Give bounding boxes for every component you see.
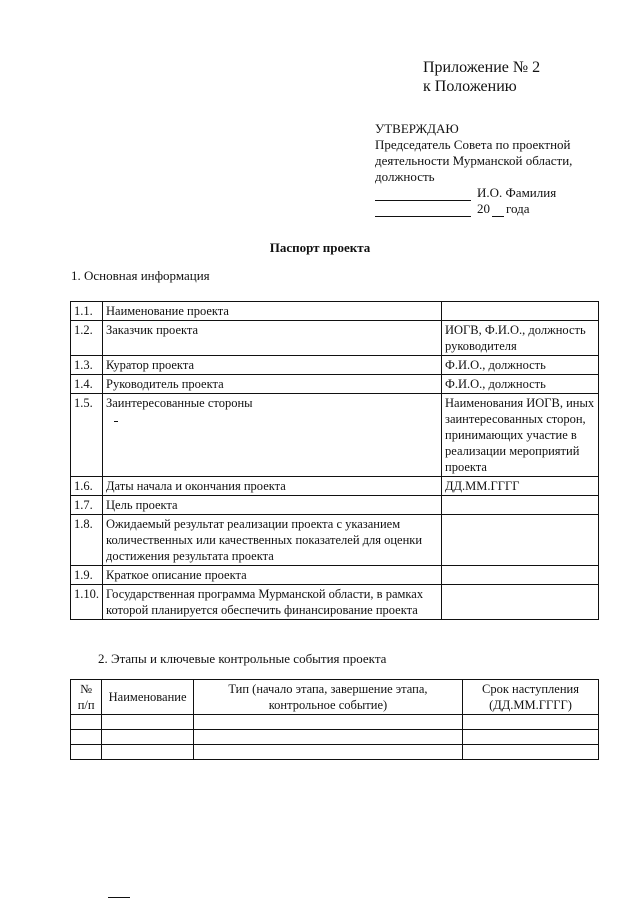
info-row xyxy=(71,321,599,356)
milestone-cell xyxy=(193,745,462,760)
milestone-cell xyxy=(462,745,598,760)
stakeholders-dash xyxy=(114,421,118,422)
row-field-value: Ф.И.О., должность xyxy=(442,375,599,394)
approval-line-2: деятельности Мурманской области, xyxy=(375,153,573,168)
approval-line-1: Председатель Совета по проектной xyxy=(375,137,571,152)
date-year-prefix: 20 xyxy=(477,201,490,216)
row-field-name: Даты начала и окончания проекта xyxy=(103,477,442,496)
row-field-value xyxy=(442,515,599,566)
milestone-row xyxy=(71,730,599,745)
appendix-number: Приложение № 2 xyxy=(423,59,541,76)
row-number: 1.7. xyxy=(71,496,103,515)
row-field-name: Государственная программа Мурманской области, в рамках которой планируется обеспечить финансирование проекта xyxy=(103,585,442,620)
info-row xyxy=(71,585,599,620)
row-number: 1.3. xyxy=(71,356,103,375)
row-field-name: Куратор проекта xyxy=(103,356,442,375)
approval-block xyxy=(375,121,572,217)
row-field-value: Наименования ИОГВ, иных заинтересованных сторон, принимающих участие в реализации мероприятий проекта xyxy=(442,394,599,477)
row-field-value xyxy=(442,585,599,620)
row-number: 1.9. xyxy=(71,566,103,585)
milestone-cell xyxy=(102,730,194,745)
milestone-cell xyxy=(102,745,194,760)
milestone-cell xyxy=(462,715,598,730)
date-row xyxy=(375,201,572,217)
row-field-value xyxy=(442,566,599,585)
row-number: 1.1. xyxy=(71,302,103,321)
row-field-name: Краткое описание проекта xyxy=(103,566,442,585)
info-row xyxy=(71,302,599,321)
row-field-value: ИОГВ, Ф.И.О., должность руководителя xyxy=(442,321,599,356)
footer-line xyxy=(108,897,130,898)
info-row xyxy=(71,496,599,515)
milestone-cell xyxy=(71,745,102,760)
date-suffix: года xyxy=(506,201,530,216)
row-field-name: Заинтересованные стороны xyxy=(103,394,442,477)
column-type-header: Тип (начало этапа, завершение этапа, контрольное событие) xyxy=(193,680,462,715)
milestone-cell xyxy=(71,730,102,745)
year-blank xyxy=(492,204,504,217)
row-field-value: ДД.ММ.ГГГГ xyxy=(442,477,599,496)
section-2-heading: 2. Этапы и ключевые контрольные события проекта xyxy=(98,651,387,666)
approval-heading: УТВЕРЖДАЮ xyxy=(375,121,459,136)
signature-row xyxy=(375,185,572,201)
row-field-name: Цель проекта xyxy=(103,496,442,515)
row-number: 1.2. xyxy=(71,321,103,356)
milestone-cell xyxy=(193,715,462,730)
milestones-header-row xyxy=(71,680,599,715)
milestone-cell xyxy=(193,730,462,745)
row-number: 1.8. xyxy=(71,515,103,566)
info-row xyxy=(71,375,599,394)
row-number: 1.4. xyxy=(71,375,103,394)
info-row xyxy=(71,356,599,375)
info-row xyxy=(71,566,599,585)
date-blank xyxy=(375,204,471,217)
section-1-heading: 1. Основная информация xyxy=(71,268,210,283)
milestone-row xyxy=(71,745,599,760)
row-number: 1.5. xyxy=(71,394,103,477)
column-number-header: № п/п xyxy=(71,680,102,715)
appendix-header xyxy=(423,58,540,96)
signature-blank xyxy=(375,188,471,201)
milestone-cell xyxy=(102,715,194,730)
approval-line-3: должность xyxy=(375,169,435,184)
appendix-reference: к Положению xyxy=(423,78,517,95)
row-field-name: Руководитель проекта xyxy=(103,375,442,394)
signature-name: И.О. Фамилия xyxy=(477,185,557,200)
column-deadline-header: Срок наступления (ДД.ММ.ГГГГ) xyxy=(462,680,598,715)
row-field-value: Ф.И.О., должность xyxy=(442,356,599,375)
document-title: Паспорт проекта xyxy=(269,240,371,255)
row-field-name: Заказчик проекта xyxy=(103,321,442,356)
row-field-value xyxy=(442,496,599,515)
info-row xyxy=(71,515,599,566)
milestone-cell xyxy=(71,715,102,730)
basic-info-table xyxy=(70,301,599,620)
milestone-cell xyxy=(462,730,598,745)
row-field-value xyxy=(442,302,599,321)
milestone-row xyxy=(71,715,599,730)
info-row xyxy=(71,394,599,477)
row-number: 1.6. xyxy=(71,477,103,496)
row-field-name: Ожидаемый результат реализации проекта с указанием количественных или качественных показателей для оценки достижения результата проекта xyxy=(103,515,442,566)
row-number: 1.10. xyxy=(71,585,103,620)
info-row xyxy=(71,477,599,496)
row-field-name: Наименование проекта xyxy=(103,302,442,321)
column-name-header: Наименование xyxy=(102,680,194,715)
milestones-table xyxy=(70,679,599,760)
